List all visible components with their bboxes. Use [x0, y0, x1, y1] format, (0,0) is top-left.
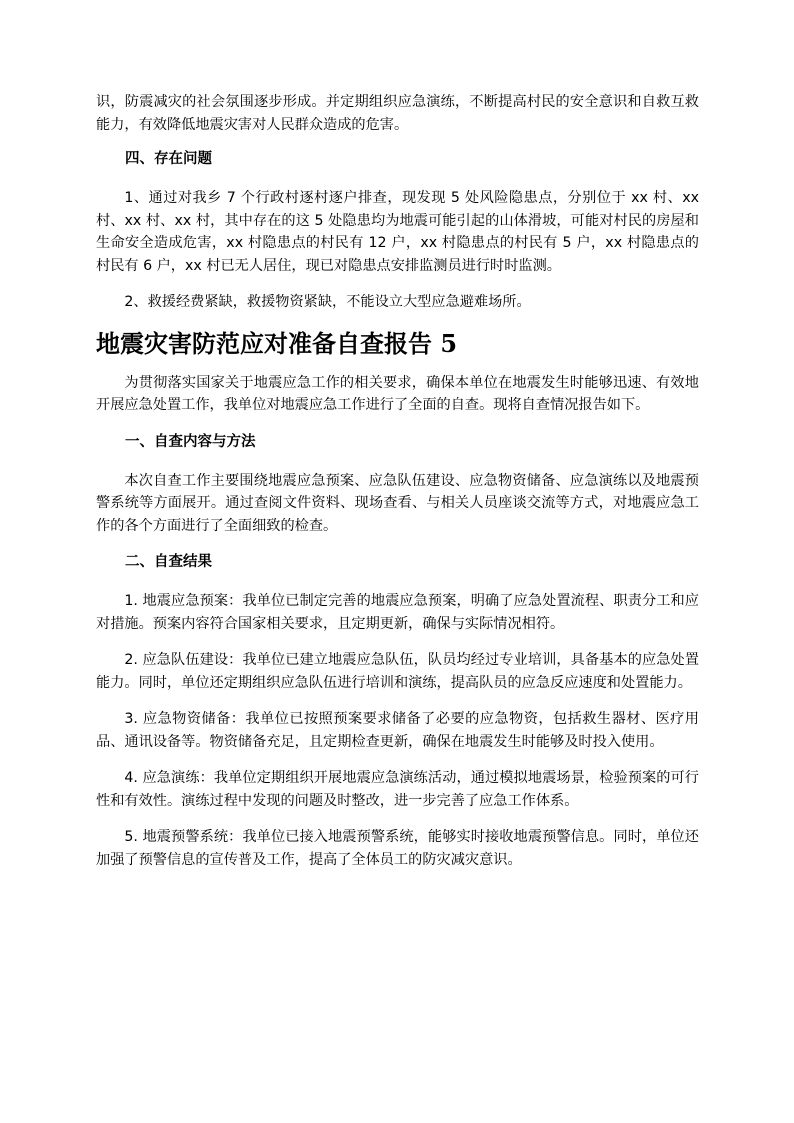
result-item: 3. 应急物资储备：我单位已按照预案要求储备了必要的应急物资，包括救生器材、医疗用品、通讯设备等。物资储备充足，且定期检查更新，确保在地震发生时能够及时投入使用。 — [96, 711, 699, 750]
problem-item: 2、救援经费紧缺，救援物资紧缺，不能设立大型应急避难场所。 — [124, 294, 531, 310]
result-item: 2. 应急队伍建设：我单位已建立地震应急队伍，队员均经过专业培训，具备基本的应急处置能力。同时，单位还定期组织应急队伍进行培训和演练，提高队员的应急反应速度和处置能力。 — [96, 652, 699, 691]
section-heading-problems: 四、存在问题 — [125, 151, 212, 167]
section-heading-results: 二、自查结果 — [125, 554, 212, 570]
continuation-paragraph: 识，防震减灾的社会氛围逐步形成。并定期组织应急演练，不断提高村民的安全意识和自救互救能力，有效降低地震灾害对人民群众造成的危害。 — [96, 94, 699, 133]
result-item: 5. 地震预警系统：我单位已接入地震预警系统，能够实时接收地震预警信息。同时，单位还加强了预警信息的宣传普及工作，提高了全体员工的防灾减灾意识。 — [96, 829, 699, 868]
intro-paragraph: 为贯彻落实国家关于地震应急工作的相关要求，确保本单位在地震发生时能够迅速、有效地开展应急处置工作，我单位对地震应急工作进行了全面的自查。现将自查情况报告如下。 — [96, 374, 699, 413]
result-item: 1. 地震应急预案：我单位已制定完善的地震应急预案，明确了应急处置流程、职责分工和应对措施。预案内容符合国家相关要求，且定期更新，确保与实际情况相符。 — [96, 593, 699, 632]
result-item: 4. 应急演练：我单位定期组织开展地震应急演练活动，通过模拟地震场景，检验预案的可行性和有效性。演练过程中发现的问题及时整改，进一步完善了应急工作体系。 — [96, 770, 699, 809]
document-page — [96, 91, 699, 885]
document-title: 地震灾害防范应对准备自查报告 5 — [96, 328, 458, 358]
section-heading-content-method: 一、自查内容与方法 — [125, 433, 256, 450]
problem-item: 1、通过对我乡 7 个行政村逐村逐户排查，现发现 5 处风险隐患点，分别位于 xx 村、xx 村、xx 村、xx 村，其中存在的这 5 处隐患均为地震可能引起的山体滑坡，可能对村民的房屋和生命安全造成危害，xx 村隐患点的村民有 12 户，xx 村隐患点的村民有 5 户，xx 村隐患点的村民有 6 户，xx 村已无人居住，现已对隐患点安排监测员进行时时监测。 — [96, 190, 699, 274]
content-method-paragraph: 本次自查工作主要围绕地震应急预案、应急队伍建设、应急物资储备、应急演练以及地震预警系统等方面展开。通过查阅文件资料、现场查看、与相关人员座谈交流等方式，对地震应急工作的各个方面进行了全面细致的检查。 — [96, 472, 699, 534]
